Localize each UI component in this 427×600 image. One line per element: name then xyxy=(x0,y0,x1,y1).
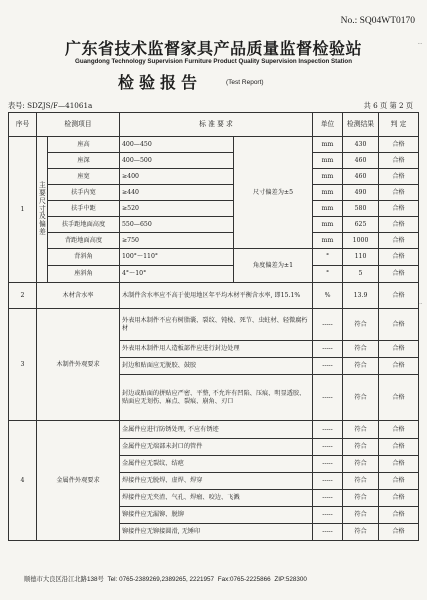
result: 符合 xyxy=(343,439,379,456)
unit: ----- xyxy=(313,507,343,524)
requirement: 铆接件应无铆接圆滑, 无锤印 xyxy=(120,524,313,541)
unit: mm xyxy=(313,201,343,217)
judgment: 合格 xyxy=(379,358,419,375)
tolerance-angle: 角度偏差为±1 xyxy=(234,249,313,283)
report-title: 检验报告 xyxy=(118,73,203,92)
item-name: 扶手内宽 xyxy=(48,185,120,201)
item-name: 扶手中距 xyxy=(48,201,120,217)
result: 符合 xyxy=(343,375,379,421)
judgment: 合格 xyxy=(379,375,419,421)
unit: mm xyxy=(313,233,343,249)
inspection-table xyxy=(8,112,419,541)
footer-tel: Tel: 0765-2389269,2389265, 2221957 xyxy=(107,576,214,583)
table-row xyxy=(9,201,419,217)
table-row xyxy=(9,153,419,169)
table-row xyxy=(9,309,419,341)
judgment: 合格 xyxy=(379,266,419,283)
table-row xyxy=(9,217,419,233)
footer-fax: Fax:0765-2225866 xyxy=(217,576,271,583)
result: 110 xyxy=(343,249,379,266)
requirement: 焊接件应无脱焊、虚焊、焊穿 xyxy=(120,473,313,490)
judgment: 合格 xyxy=(379,490,419,507)
table-row xyxy=(9,249,419,266)
requirement: 550—650 xyxy=(120,217,234,233)
item-name: 扶手距地面高度 xyxy=(48,217,120,233)
item-name: 背距地面高度 xyxy=(48,233,120,249)
result: 580 xyxy=(343,201,379,217)
requirement: ≥400 xyxy=(120,169,234,185)
form-number: 表号: SDZJS/F—41061a xyxy=(8,101,93,110)
header-result: 检测结果 xyxy=(343,113,379,137)
judgment: 合格 xyxy=(379,249,419,266)
unit: mm xyxy=(313,185,343,201)
table-row xyxy=(9,421,419,439)
judgment: 合格 xyxy=(379,283,419,309)
item-name: 座高 xyxy=(48,137,120,153)
group1-seq: 1 xyxy=(9,137,37,283)
header-seq: 序号 xyxy=(9,113,37,137)
report-number xyxy=(341,16,415,26)
result: 1000 xyxy=(343,233,379,249)
unit: ----- xyxy=(313,473,343,490)
table-row xyxy=(9,233,419,249)
result: 符合 xyxy=(343,309,379,341)
requirement: ≥440 xyxy=(120,185,234,201)
result: 5 xyxy=(343,266,379,283)
item-name: 座宽 xyxy=(48,169,120,185)
judgment: 合格 xyxy=(379,137,419,153)
result: 430 xyxy=(343,137,379,153)
requirement: 400—500 xyxy=(120,153,234,169)
requirement: 焊接件应无夹渣、气孔、焊瘤、咬边、飞溅 xyxy=(120,490,313,507)
header-standard: 标 准 要 求 xyxy=(120,113,313,137)
requirement: 金属件应进行防锈处理, 不应有锈迹 xyxy=(120,421,313,439)
result: 625 xyxy=(343,217,379,233)
unit: mm xyxy=(313,137,343,153)
result: 符合 xyxy=(343,341,379,358)
judgment: 合格 xyxy=(379,341,419,358)
requirement: 外表用木制件不应有树脂囊、裂纹、钝棱、死节、虫蛀材、轻微腐朽材 xyxy=(120,309,313,341)
unit: mm xyxy=(313,169,343,185)
requirement: ≥520 xyxy=(120,201,234,217)
item-name: 座深 xyxy=(48,153,120,169)
judgment: 合格 xyxy=(379,185,419,201)
unit: ----- xyxy=(313,309,343,341)
group3-seq: 3 xyxy=(9,309,37,421)
group1-category: 主要尺寸及偏差 xyxy=(37,137,48,283)
requirement: 封边和贴面应无脱胶、鼓胶 xyxy=(120,358,313,375)
requirement: 金属件应无裂纹、结疤 xyxy=(120,456,313,473)
footer-zip: ZIP:528300 xyxy=(274,576,307,583)
tolerance-length: 尺寸偏差为±5 xyxy=(234,137,313,249)
unit: ----- xyxy=(313,358,343,375)
judgment: 合格 xyxy=(379,473,419,490)
result: 符合 xyxy=(343,507,379,524)
result: 13.9 xyxy=(343,283,379,309)
result: 符合 xyxy=(343,524,379,541)
requirement: 铆接件应无漏铆、脱铆 xyxy=(120,507,313,524)
judgment: 合格 xyxy=(379,507,419,524)
judgment: 合格 xyxy=(379,456,419,473)
item-name: 背斜角 xyxy=(48,249,120,266)
station-name-en: Guangdong Technology Supervision Furniture Product Quality Supervision Inspection Station xyxy=(75,58,352,65)
requirement: 4°～10° xyxy=(120,266,234,283)
result: 460 xyxy=(343,153,379,169)
report-number-value: SQ04WT0170 xyxy=(359,16,415,26)
binding-mark-top: … xyxy=(417,40,423,46)
group2-item: 木材含水率 xyxy=(37,283,120,309)
group4-seq: 4 xyxy=(9,421,37,541)
table-header-row xyxy=(9,113,419,137)
table-row xyxy=(9,283,419,309)
judgment: 合格 xyxy=(379,169,419,185)
binding-mark-middle: … xyxy=(417,300,423,306)
judgment: 合格 xyxy=(379,309,419,341)
judgment: 合格 xyxy=(379,524,419,541)
judgment: 合格 xyxy=(379,421,419,439)
header-unit: 单位 xyxy=(313,113,343,137)
footer-address: 顺德市大良区沿江北路138号 xyxy=(24,576,104,583)
result: 符合 xyxy=(343,358,379,375)
judgment: 合格 xyxy=(379,153,419,169)
unit: ----- xyxy=(313,421,343,439)
result: 符合 xyxy=(343,473,379,490)
requirement: 木制件含水率应不高于使用地区年平均木材平衡含水率, 即15.1% xyxy=(120,283,313,309)
judgment: 合格 xyxy=(379,233,419,249)
unit: ----- xyxy=(313,490,343,507)
header-item: 检测项目 xyxy=(37,113,120,137)
judgment: 合格 xyxy=(379,217,419,233)
unit: mm xyxy=(313,217,343,233)
station-name-cn: 广东省技术监督家具产品质量监督检验站 xyxy=(64,39,362,58)
requirement: ≥750 xyxy=(120,233,234,249)
group3-item: 木制件外观要求 xyxy=(37,309,120,421)
report-title-en: (Test Report) xyxy=(226,79,264,86)
unit: ----- xyxy=(313,375,343,421)
unit: % xyxy=(313,283,343,309)
result: 490 xyxy=(343,185,379,201)
result: 符合 xyxy=(343,456,379,473)
unit: ----- xyxy=(313,439,343,456)
requirement: 金属件应无端部未封口的管件 xyxy=(120,439,313,456)
requirement: 外表用木制件用人造板部件应进行封边处理 xyxy=(120,341,313,358)
table-row xyxy=(9,185,419,201)
group4-item: 金属件外观要求 xyxy=(37,421,120,541)
requirement: 封边或贴面的拼贴应严密、平整, 不允许有凹陷、压痕、明显透胶、贴面应无划伤、麻点、裂痕、崩角、刃口 xyxy=(120,375,313,421)
unit: ----- xyxy=(313,456,343,473)
page-info: 共 6 页 第 2 页 xyxy=(363,101,413,110)
table-row xyxy=(9,137,419,153)
footer-contact xyxy=(24,574,309,583)
judgment: 合格 xyxy=(379,201,419,217)
table-row xyxy=(9,266,419,283)
report-number-label: No.: xyxy=(340,16,358,26)
result: 符合 xyxy=(343,490,379,507)
requirement: 100°～110° xyxy=(120,249,234,266)
result: 符合 xyxy=(343,421,379,439)
unit: ° xyxy=(313,266,343,283)
header-judgment: 判 定 xyxy=(379,113,419,137)
unit: ° xyxy=(313,249,343,266)
requirement: 400—450 xyxy=(120,137,234,153)
judgment: 合格 xyxy=(379,439,419,456)
item-name: 座斜角 xyxy=(48,266,120,283)
unit: ----- xyxy=(313,341,343,358)
group2-seq: 2 xyxy=(9,283,37,309)
result: 460 xyxy=(343,169,379,185)
table-row xyxy=(9,169,419,185)
unit: mm xyxy=(313,153,343,169)
unit: ----- xyxy=(313,524,343,541)
